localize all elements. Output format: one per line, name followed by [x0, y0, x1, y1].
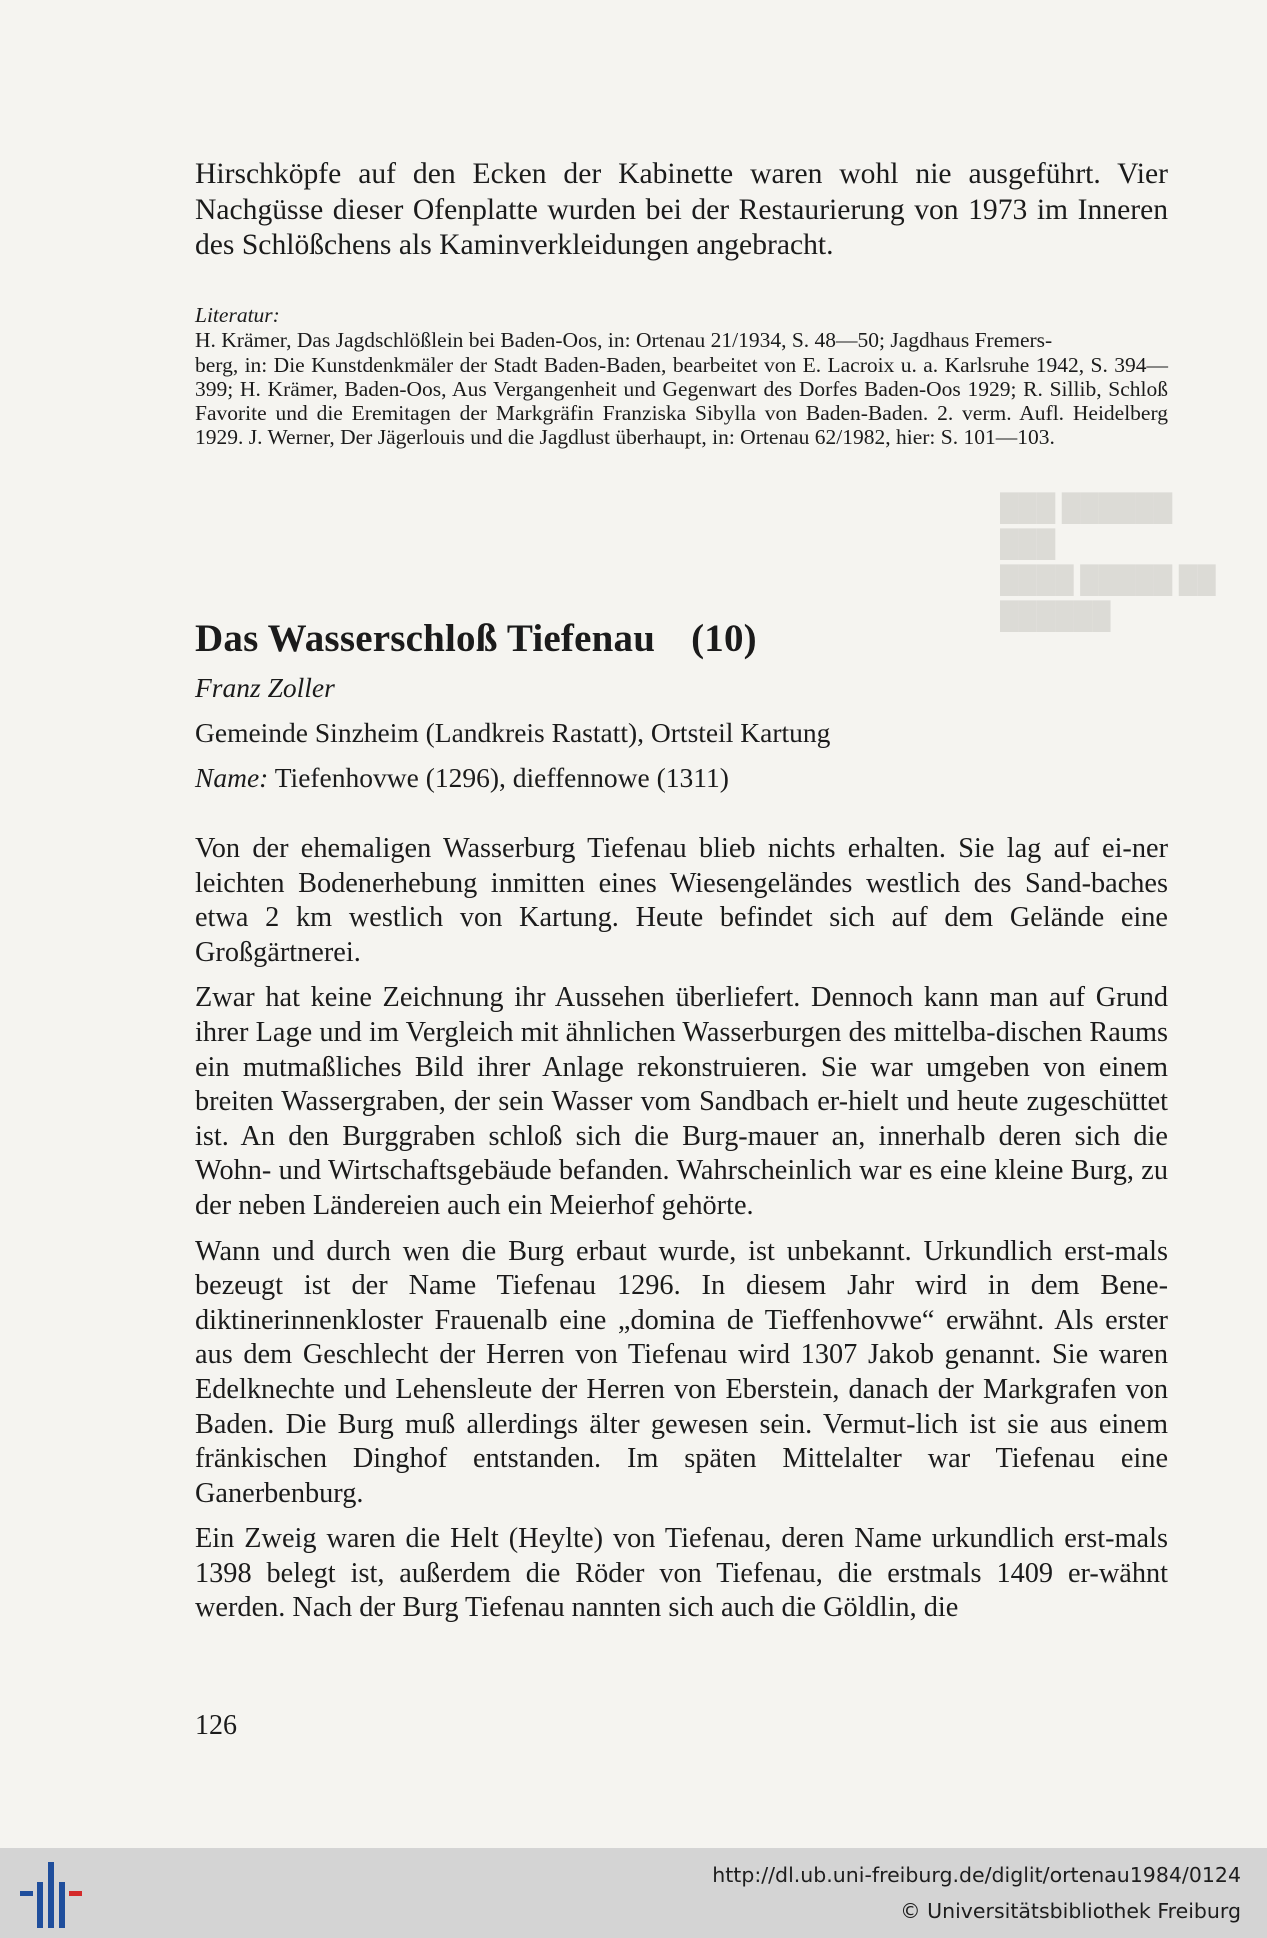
article-historic-name [195, 761, 729, 795]
ub-freiburg-logo-icon [18, 1862, 84, 1928]
page-number: 126 [195, 1710, 237, 1741]
intro-paragraph [195, 157, 1168, 264]
paragraph-4: Ein Zweig waren die Helt (Heylte) von Tiefenau, deren Name urkundlich erst-mals 1398 belegt ist, außerdem die Röder von Tiefenau, die erstmals 1409 er-wähnt werden. Nach der Burg Tiefenau nannten sich auch die Göldlin, die [195, 1523, 1168, 1624]
paragraph-1: Von der ehemaligen Wasserburg Tiefenau blieb nichts erhalten. Sie lag auf ei-ner leichten Bodenerhebung inmitten eines Wiesengeländes westlich des Sand-baches etwa 2 km westlich von Kartung. Heute befindet sich auf dem Gelände eine Großgärtnerei. [195, 833, 1168, 968]
name-label: Name: [195, 762, 269, 793]
footer-bar [0, 1848, 1267, 1938]
article-number: (10) [691, 617, 757, 660]
article-location: Gemeinde Sinzheim (Landkreis Rastatt), Ortsteil Kartung [195, 717, 831, 748]
name-value: Tiefenhovwe (1296), dieffennowe (1311) [274, 762, 729, 793]
paragraph-3: Wann und durch wen die Burg erbaut wurde, ist unbekannt. Urkundlich erst-mals bezeugt ist der Name Tiefenau 1296. In diesem Jahr wird in dem Bene-diktinerinnenkloster Frauenalb eine „domina de Tieffenhovwe“ erwähnt. Als erster aus dem Geschlecht der Herren von Tiefenau wird 1307 Jakob genannt. Sie waren Edelknechte und Lehensleute der Herren von Eberstein, danach der Markgrafen von Baden. Die Burg muß allerdings älter gewesen sein. Vermut-lich ist sie aus einem fränkischen Dinghof entstanden. Im späten Mittelalter war Tiefenau eine Ganerbenburg. [195, 1235, 1169, 1509]
literature-text: H. Krämer, Das Jagdschlößlein bei Baden-Oos, in: Ortenau 21/1934, S. 48—50; Jagdhaus Fremers- berg, in: Die Kunstdenkmäler der Stadt Baden-Baden, bearbeitet von E. Lacroix u. a. Karlsruhe 1942, S. 394—399; H. Krämer, Baden-Oos, Aus Vergangenheit und Gegenwart des Dorfes Baden-Oos 1929; R. Sillib, Schloß Favorite und die Eremitagen der Markgräfin Franziska Sibylla von Baden-Baden. 2. verm. Aufl. Heidelberg 1929. J. Werner, Der Jägerlouis und die Jagdlust überhaupt, in: Ortenau 62/1982, hier: S. 101—103. [195, 328, 1169, 450]
source-url-link[interactable]: http://dl.ub.uni-freiburg.de/diglit/ortenau1984/0124 [712, 1863, 1241, 1887]
literature-section [195, 303, 1168, 450]
literature-heading: Literatur: [195, 303, 280, 327]
article-title: Das Wasserschloß Tiefenau (10) [195, 617, 757, 660]
article-body [195, 832, 1168, 1637]
paragraph-2: Zwar hat keine Zeichnung ihr Aussehen überliefert. Dennoch kann man auf Grund ihrer Lage und im Vergleich mit ähnlichen Wasserburgen des mittelba-dischen Raums ein mutmaßliches Bild ihrer Anlage rekonstruieren. Sie war umgeben von einem breiten Wassergraben, der sein Wasser vom Sandbach er-hielt und heute zugeschüttet ist. An den Burggraben schloß sich die Burg-mauer an, innerhalb deren sich die Wohn- und Wirtschaftsgebäude befanden. Wahrscheinlich war es eine kleine Burg, zu der neben Ländereien auch ein Meierhof gehörte. [195, 982, 1168, 1221]
intro-text: Hirschköpfe auf den Ecken der Kabinette waren wohl nie ausgeführt. Vier Nachgüsse dieser Ofenplatte wurden bei der Restaurierung von 1973 im Inneren des Schlößchens als Kaminverkleidungen angebracht. [195, 158, 1168, 261]
article-author: Franz Zoller [195, 672, 335, 703]
bleed-through-shadow: ███ ██████ ███ ████ █████ ██ ██████ [1000, 493, 1216, 630]
copyright-notice: © Universitätsbibliothek Freiburg [900, 1899, 1241, 1923]
